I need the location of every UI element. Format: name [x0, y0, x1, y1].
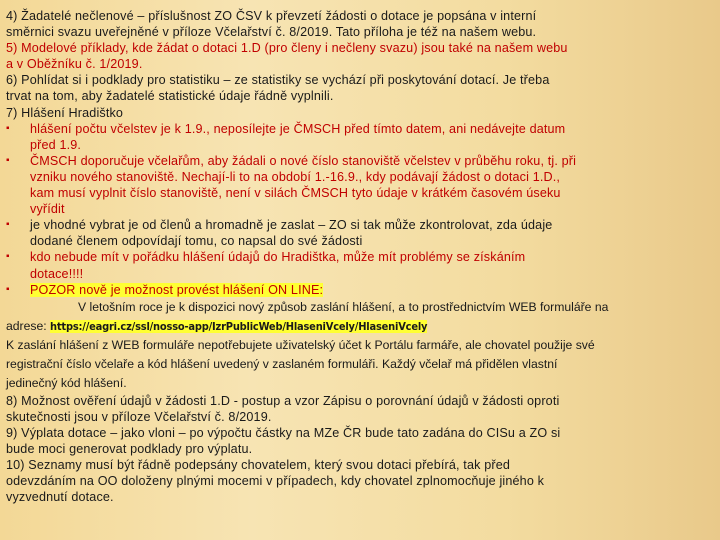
- item-7-heading: 7) Hlášení Hradištko: [6, 105, 124, 120]
- item-8-line-2: skutečnosti jsou v příloze Včelařství č. 8/2019.: [6, 409, 272, 424]
- item-10-line-2: odevzdáním na OO doloženy plnými mocemi v případech, kdy chovatel zplnomocňuje jiného k: [6, 474, 545, 489]
- web-form-line-1: V letošním roce je k dispozici nový způsob zaslání hlášení, a to prostřednictvím WEB formuláře na: [78, 299, 609, 314]
- square-bullet-icon: ▪: [6, 251, 10, 263]
- address-label: adrese:: [6, 318, 51, 333]
- bullet-1-line-2: před 1.9.: [30, 137, 82, 152]
- bullet-4-line-1: kdo nebude mít v pořádku hlášení údajů do Hradištka, může mít problémy se získáním: [30, 250, 526, 265]
- online-notice: POZOR nově je možnost provést hlášení ON LINE:: [30, 282, 324, 297]
- item-10-line-1: 10) Seznamy musí být řádně podepsány chovatelem, který svou dotaci přebírá, tak před: [6, 458, 511, 473]
- bullet-4-line-2: dotace!!!!: [30, 266, 84, 281]
- bullet-item-3: [6, 217, 714, 233]
- bullet-item-4: [6, 249, 714, 265]
- square-bullet-icon: ▪: [6, 122, 10, 134]
- item-8-line-1: 8) Možnost ověření údajů v žádosti 1.D - postup a vzor Zápisu o porovnání údajů v žádosti oproti: [6, 393, 560, 408]
- item-4-line-1: 4) Žadatelé nečlenové – příslušnost ZO ČSV k převzetí žádosti o dotace je popsána v interní: [6, 9, 537, 23]
- bullet-2-line-2: vzniku nového stanoviště. Nechají-li to na období 1.-16.9., kdy podávají žádost o dotaci 1.D.,: [30, 169, 561, 184]
- item-5-line-2: a v Oběžníku č. 1/2019.: [6, 57, 143, 72]
- web-form-line-4: registrační číslo včelaře a kód hlášení uvedený v zaslaném formuláři. Každý včelař má přidělen vlastní: [6, 356, 558, 371]
- bullet-item-1: [6, 121, 714, 137]
- item-9-line-2: bude moci generovat podklady pro výplatu.: [6, 441, 253, 456]
- bullet-3-line-1: je vhodné vybrat je od členů a hromadně je zaslat – ZO si tak může zkontrolovat, zda údaje: [30, 218, 553, 233]
- web-form-link[interactable]: https://eagri.cz/ssl/nosso-app/IzrPublicWeb/HlaseniVcely/HlaseniVcely: [50, 319, 428, 333]
- item-4-line-2: směrnici svazu uveřejněné v příloze Včelařství č. 8/2019. Tato příloha je též na našem webu.: [6, 25, 537, 40]
- web-form-line-5: jedinečný kód hlášení.: [6, 375, 127, 390]
- bullet-1-line-1: hlášení počtu včelstev je k 1.9., neposílejte je ČMSCH před tímto datem, ani nedávejte datum: [30, 121, 566, 136]
- bullet-item-5: [6, 282, 714, 298]
- bullet-2-line-4: vyřídit: [30, 202, 65, 217]
- web-form-line-3: K zaslání hlášení z WEB formuláře nepotřebujete uživatelský účet k Portálu farmáře, ale chovatel použije své: [6, 337, 595, 352]
- web-form-line-2: [6, 317, 714, 336]
- document-page: [6, 8, 714, 505]
- item-6-line-2: trvat na tom, aby žadatelé statistické údaje řádně vyplnili.: [6, 89, 334, 104]
- bullet-2-line-1: ČMSCH doporučuje včelařům, aby žádali o nové číslo stanoviště včelstev v průběhu roku, tj. při: [30, 153, 577, 168]
- bullet-item-2: [6, 153, 714, 169]
- square-bullet-icon: ▪: [6, 154, 10, 166]
- item-9-line-1: 9) Výplata dotace – jako vloni – po výpočtu částky na MZe ČR bude tato zadána do CISu a ZO si: [6, 425, 561, 440]
- bullet-2-line-3: kam musí vyplnit číslo stanoviště, není v silách ČMSCH tyto údaje v krátkém časovém úseku: [30, 186, 561, 201]
- item-10-line-3: vyzvednutí dotace.: [6, 490, 114, 505]
- item-6-line-1: 6) Pohlídat si i podklady pro statistiku – ze statistiky se vychází při poskytování dotací. Je třeba: [6, 73, 550, 88]
- square-bullet-icon: ▪: [6, 283, 10, 295]
- bullet-3-line-2: dodané členem odpovídají tomu, co napsal do své žádosti: [30, 234, 363, 249]
- square-bullet-icon: ▪: [6, 219, 10, 231]
- item-5-line-1: 5) Modelové příklady, kde žádat o dotaci 1.D (pro členy i nečleny svazu) jsou také na našem webu: [6, 41, 568, 56]
